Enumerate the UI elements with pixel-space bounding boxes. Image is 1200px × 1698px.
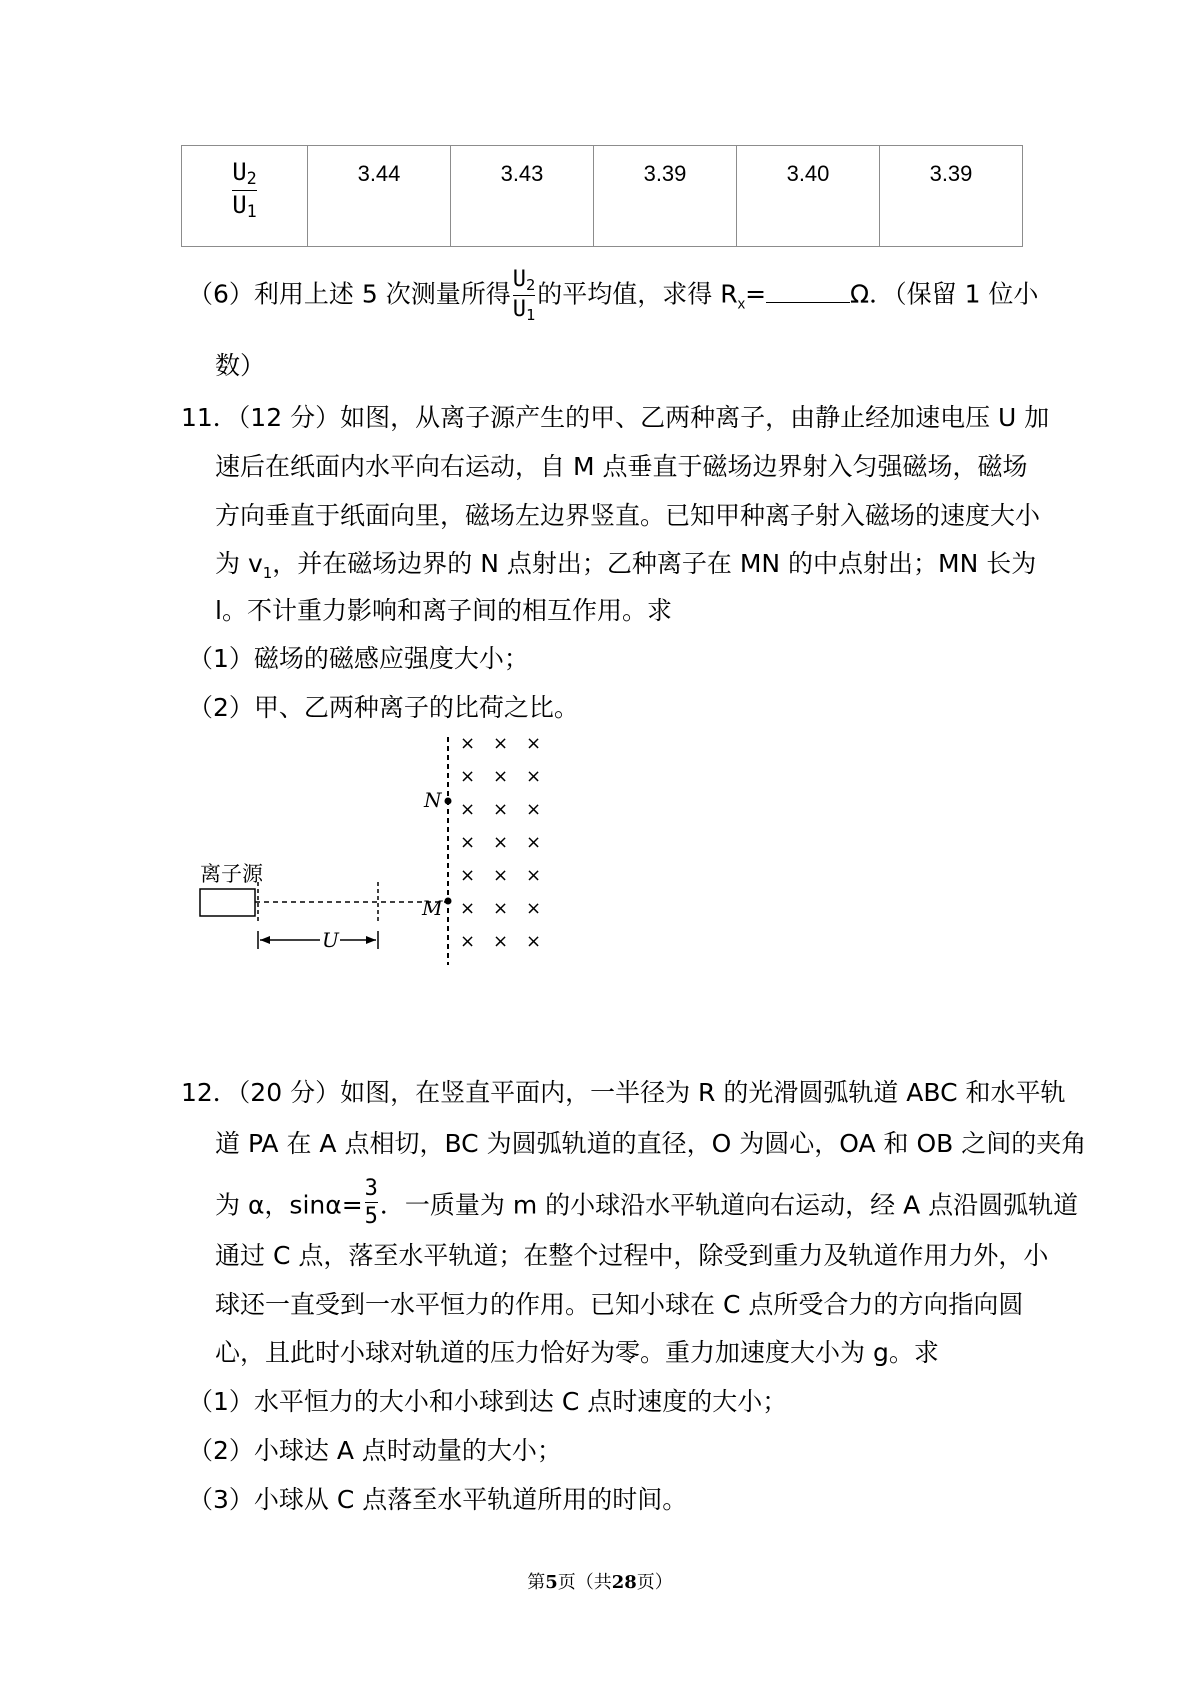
q11-line: 速后在纸面内水平向右运动，自 M 点垂直于磁场边界射入匀强磁场，磁场 — [215, 452, 1028, 481]
field-cross: × — [460, 931, 476, 952]
q12-line: 心，且此时小球对轨道的压力恰好为零。重力加速度大小为 g。求 — [215, 1338, 939, 1367]
label-n: N — [424, 788, 442, 812]
ion-source-box — [200, 889, 255, 916]
ion-source-diagram — [180, 735, 570, 967]
field-cross: × — [493, 799, 509, 820]
field-cross: × — [526, 799, 542, 820]
ion-source-label: 离子源 — [200, 862, 263, 886]
field-cross: × — [460, 865, 476, 886]
measurement-table — [181, 145, 1023, 247]
three-fifths-fraction: $\frac{3}{5}$ — [364, 1176, 378, 1230]
q11-subquestion-1: （1）磁场的磁感应强度大小； — [188, 644, 529, 673]
q11-subquestion-2: （2）甲、乙两种离子的比荷之比。 — [188, 693, 579, 722]
answer-blank[interactable] — [766, 282, 850, 303]
u2-over-u1-fraction: $\frac{U_2}{U_1}$ — [512, 267, 536, 324]
magnetic-field-crosses — [460, 735, 541, 952]
field-cross: × — [460, 766, 476, 787]
field-cross: × — [460, 799, 476, 820]
field-cross: × — [526, 832, 542, 853]
q12-subquestion-3: （3）小球从 C 点落至水平轨道所用的时间。 — [188, 1485, 688, 1514]
table-row — [182, 146, 1023, 247]
q12-line: 球还一直受到一水平恒力的作用。已知小球在 C 点所受合力的方向指向圆 — [215, 1290, 1024, 1319]
q12-subquestion-2: （2）小球达 A 点时动量的大小； — [188, 1436, 562, 1465]
field-cross: × — [526, 865, 542, 886]
q11-line: l。不计重力影响和离子间的相互作用。求 — [215, 596, 672, 625]
magnetic-field-figure — [180, 735, 570, 967]
label-m: M — [422, 896, 443, 920]
q11-line: 11．（12 分）如图，从离子源产生的甲、乙两种离子，由静止经加速电压 U 加 — [181, 403, 1050, 432]
field-cross: × — [526, 931, 542, 952]
field-cross: × — [493, 865, 509, 886]
field-cross: × — [526, 766, 542, 787]
field-cross: × — [493, 735, 509, 754]
point-m — [445, 898, 452, 905]
q12-line: 通过 C 点，落至水平轨道；在整个过程中，除受到重力及轨道作用力外，小 — [215, 1241, 1049, 1270]
table-cell: 3.44 — [308, 146, 451, 247]
u2-over-u1-fraction: $\frac{U_2}{U_1}$ — [232, 158, 257, 221]
table-cell: 3.43 — [451, 146, 594, 247]
q11-line: 方向垂直于纸面向里，磁场左边界竖直。已知甲种离子射入磁场的速度大小 — [215, 501, 1041, 530]
field-cross: × — [493, 898, 509, 919]
q10-part6-line1: （6）利用上述 5 次测量所得 $\frac{U_2}{U_1}$ 的平均值，求得 $R_x= \Omega$．（保留 1 位小 — [188, 267, 1039, 324]
point-n — [445, 798, 452, 805]
label-u: U — [322, 928, 339, 952]
q12-line: 道 PA 在 A 点相切，BC 为圆弧轨道的直径，O 为圆心，OA 和 OB 之间的夹角 — [215, 1129, 1087, 1158]
field-cross: × — [493, 766, 509, 787]
field-cross: × — [526, 898, 542, 919]
field-cross: × — [460, 735, 476, 754]
q11-line: 为 $v_1$，并在磁场边界的 N 点射出；乙种离子在 MN 的中点射出；MN 长为 — [215, 549, 1037, 582]
field-cross: × — [493, 832, 509, 853]
table-cell: 3.39 — [594, 146, 737, 247]
field-cross: × — [460, 832, 476, 853]
q12-subquestion-1: （1）水平恒力的大小和小球到达 C 点时速度的大小； — [188, 1387, 788, 1416]
page-footer: 第5页（共28页） — [527, 1572, 673, 1593]
table-cell: 3.39 — [880, 146, 1023, 247]
field-cross: × — [493, 931, 509, 952]
table-cell: 3.40 — [737, 146, 880, 247]
q12-line: 12．（20 分）如图，在竖直平面内，一半径为 R 的光滑圆弧轨道 ABC 和水平轨 — [181, 1078, 1066, 1107]
field-cross: × — [526, 735, 542, 754]
q10-part6-line2: 数） — [215, 351, 266, 380]
q12-line: 为 α，sinα= $\frac{3}{5}$ ．一质量为 m 的小球沿水平轨道向右运动，经 A 点沿圆弧轨道 — [215, 1176, 1079, 1230]
field-cross: × — [460, 898, 476, 919]
table-row-header — [182, 146, 308, 247]
